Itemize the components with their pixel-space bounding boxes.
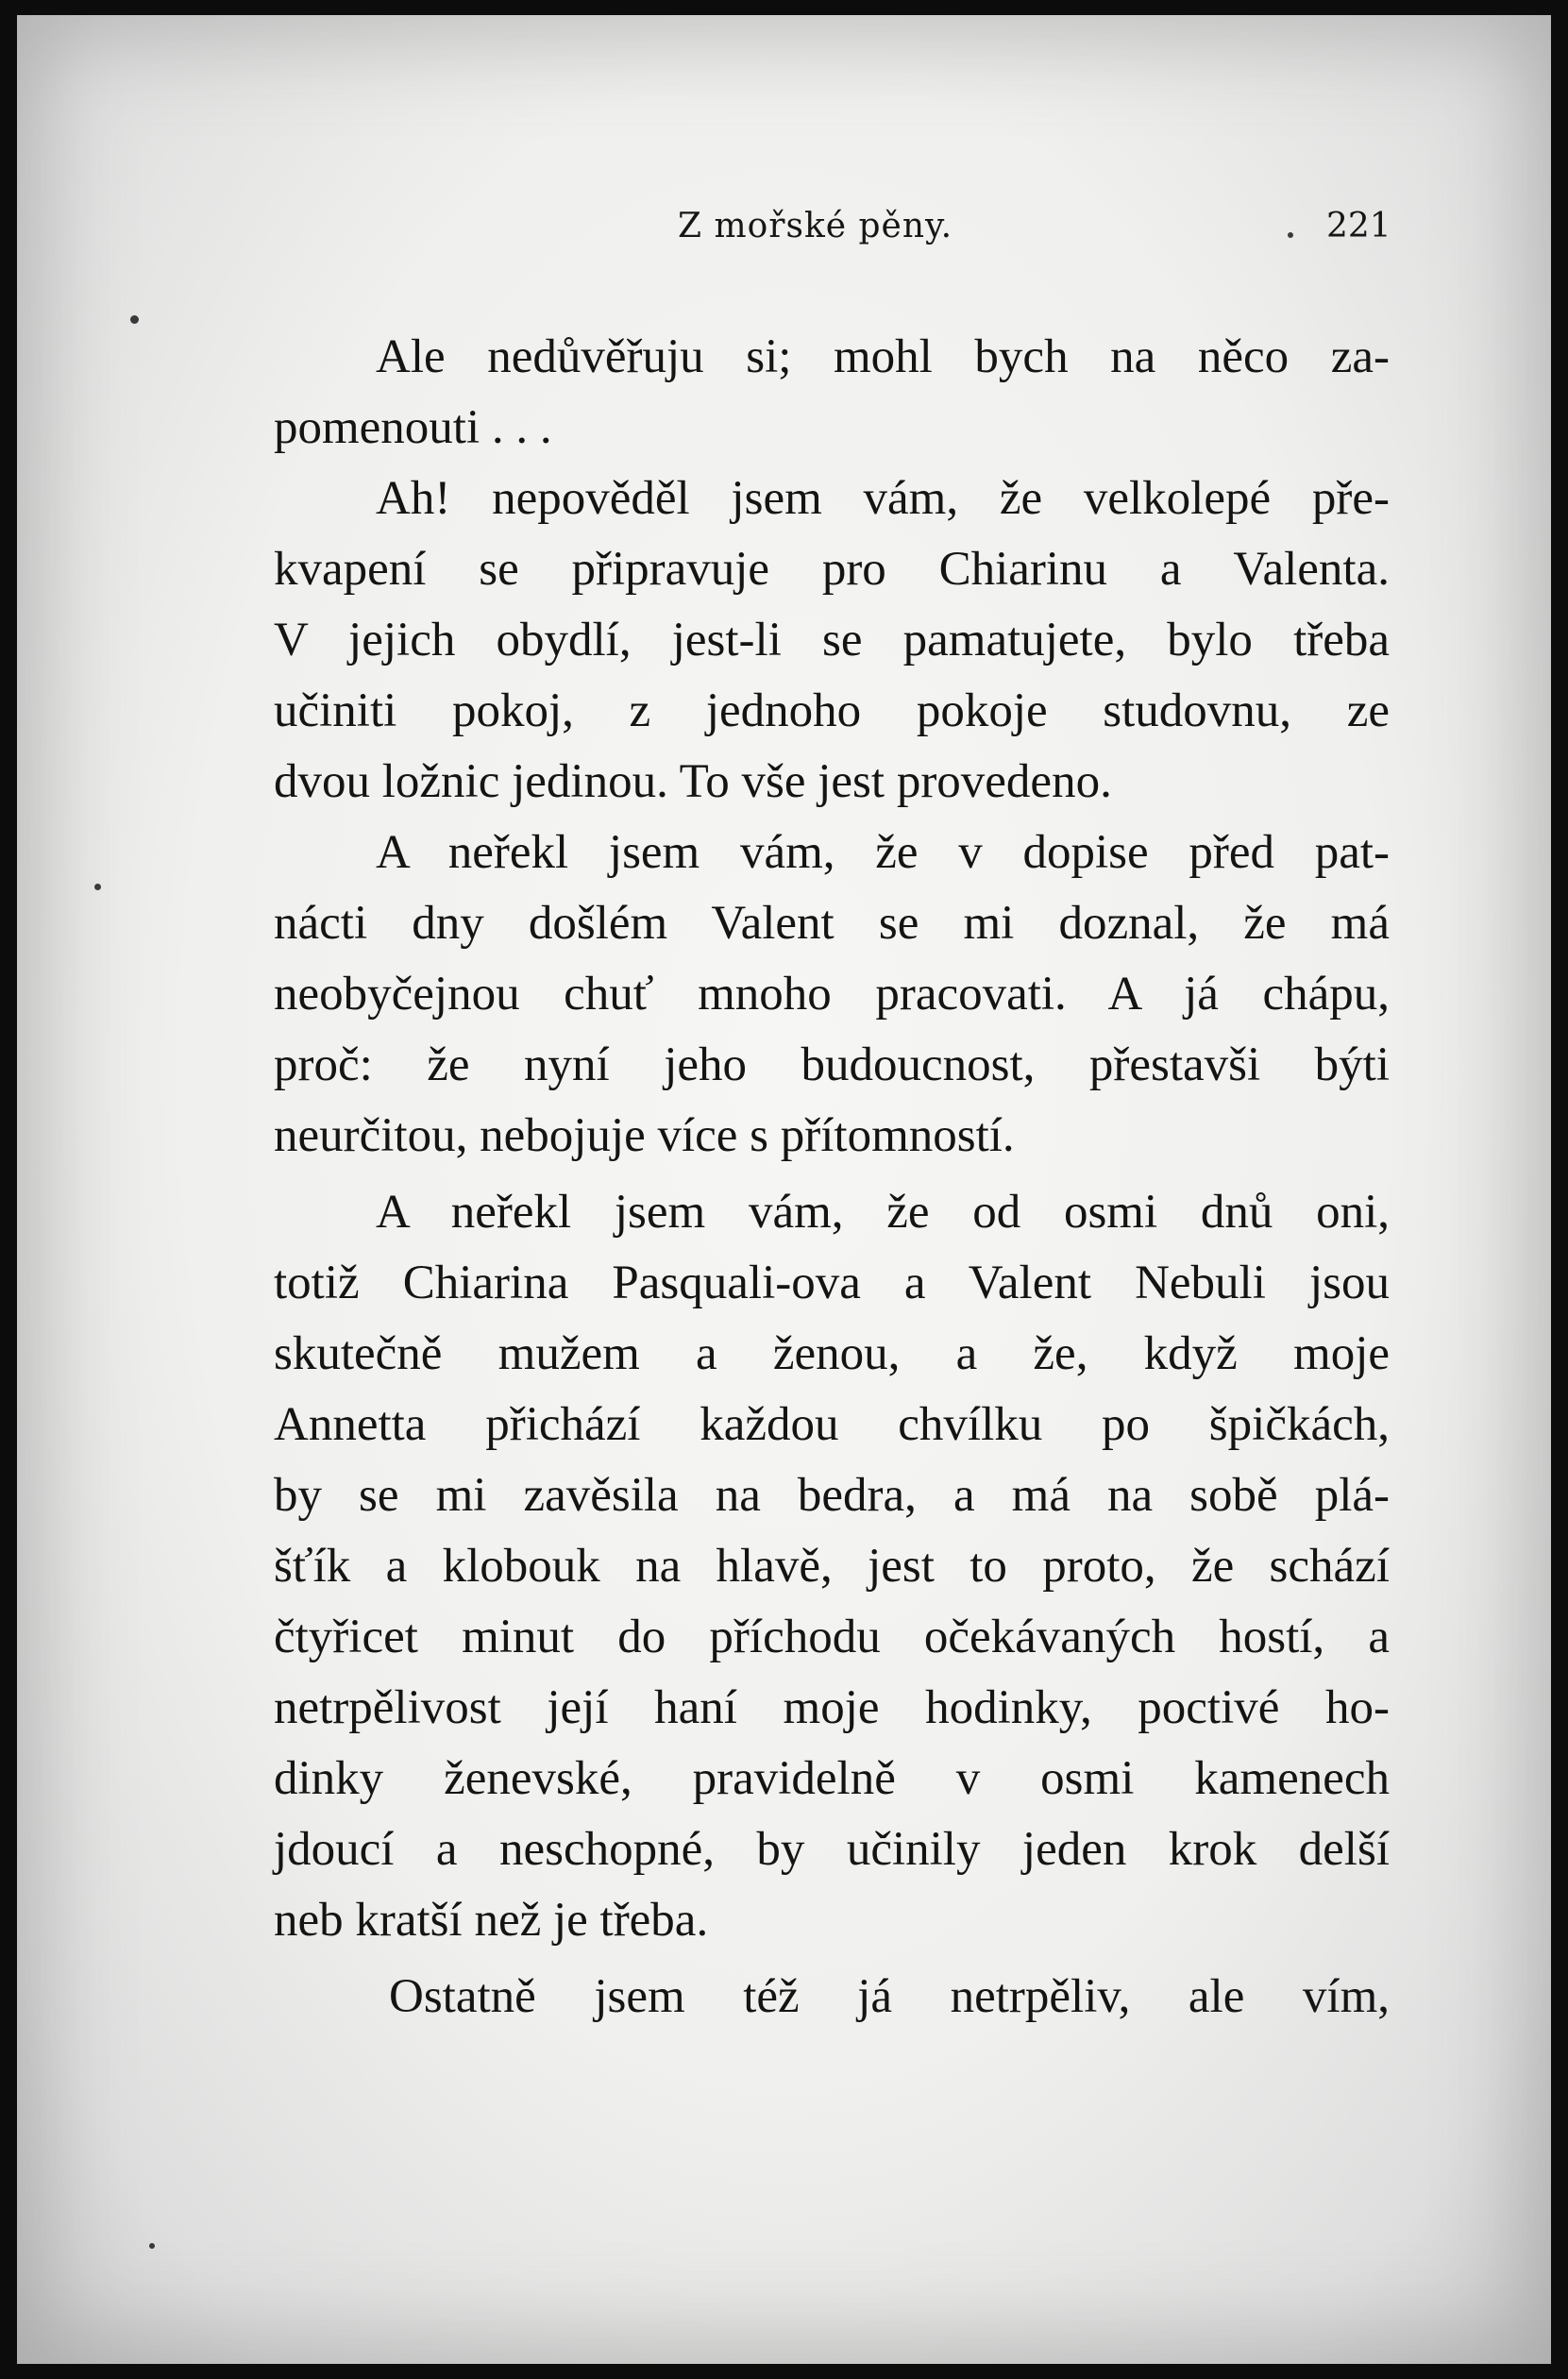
text-line: neobyčejnou chuť mnoho pracovati. A já chápu, [274, 968, 1390, 1021]
text-line: Ah! nepověděl jsem vám, že velkolepé pře- [376, 472, 1390, 525]
page-number: 221 [1326, 207, 1391, 245]
paragraph-gap [274, 1172, 1390, 1177]
paragraph [274, 818, 1390, 1172]
paragraph [274, 322, 1390, 464]
paragraph-gap [274, 1956, 1390, 1962]
text-line: proč: že nyní jeho budoucnost, přestavši býti [274, 1038, 1390, 1091]
text-line: skutečně mužem a ženou, a že, když moje [274, 1327, 1390, 1380]
text-line: Ostatně jsem též já netrpěliv, ale vím, [389, 1970, 1390, 2023]
text-line: Ale nedůvěřuju si; mohl bych na něco za- [376, 330, 1390, 383]
text-line: dvou ložnic jedinou. To vše jest provedeno. [274, 755, 1112, 808]
text-line: V jejich obydlí, jest-li se pamatujete, bylo třeba [274, 614, 1390, 666]
text-line: nácti dny došlém Valent se mi doznal, že má [274, 897, 1390, 950]
text-line: neurčitou, nebojuje více s přítomností. [274, 1109, 1015, 1162]
paragraph [274, 464, 1390, 818]
text-line: jdoucí a neschopné, by učinily jeden krok delší [274, 1823, 1390, 1876]
running-title: Z mořské pěny. [678, 207, 953, 245]
text-line: pomenouti . . . [274, 401, 552, 454]
text-line: A neřekl jsem vám, že od osmi dnů oni, [376, 1186, 1390, 1239]
ink-speck [149, 2243, 155, 2249]
text-line: dinky ženevské, pravidelně v osmi kamenech [274, 1752, 1390, 1805]
page-header [17, 207, 1551, 254]
paragraph [274, 1177, 1390, 1956]
text-line: neb kratší než je třeba. [274, 1894, 709, 1947]
text-line: Annetta přichází každou chvílku po špičkách, [274, 1398, 1390, 1451]
text-line: totiž Chiarina Pasquali-ova a Valent Nebuli jsou [274, 1257, 1390, 1309]
text-line: čtyřicet minut do příchodu očekávaných hostí, a [274, 1611, 1390, 1663]
paragraph [274, 1962, 1390, 2033]
ink-speck [130, 315, 139, 324]
text-line: kvapení se připravuje pro Chiarinu a Valenta. [274, 543, 1390, 596]
text-line: učiniti pokoj, z jednoho pokoje studovnu, ze [274, 684, 1390, 737]
ink-speck [94, 884, 101, 890]
body-text [274, 322, 1390, 2033]
text-line: by se mi zavěsila na bedra, a má na sobě plá- [274, 1469, 1390, 1522]
text-line: A neřekl jsem vám, že v dopise před pat- [376, 826, 1390, 879]
text-line: šťík a klobouk na hlavě, jest to proto, že schází [274, 1540, 1390, 1593]
ink-speck [1288, 232, 1293, 238]
text-line: netrpělivost její haní moje hodinky, poctivé ho- [274, 1681, 1390, 1734]
paper-sheet [17, 15, 1551, 2364]
